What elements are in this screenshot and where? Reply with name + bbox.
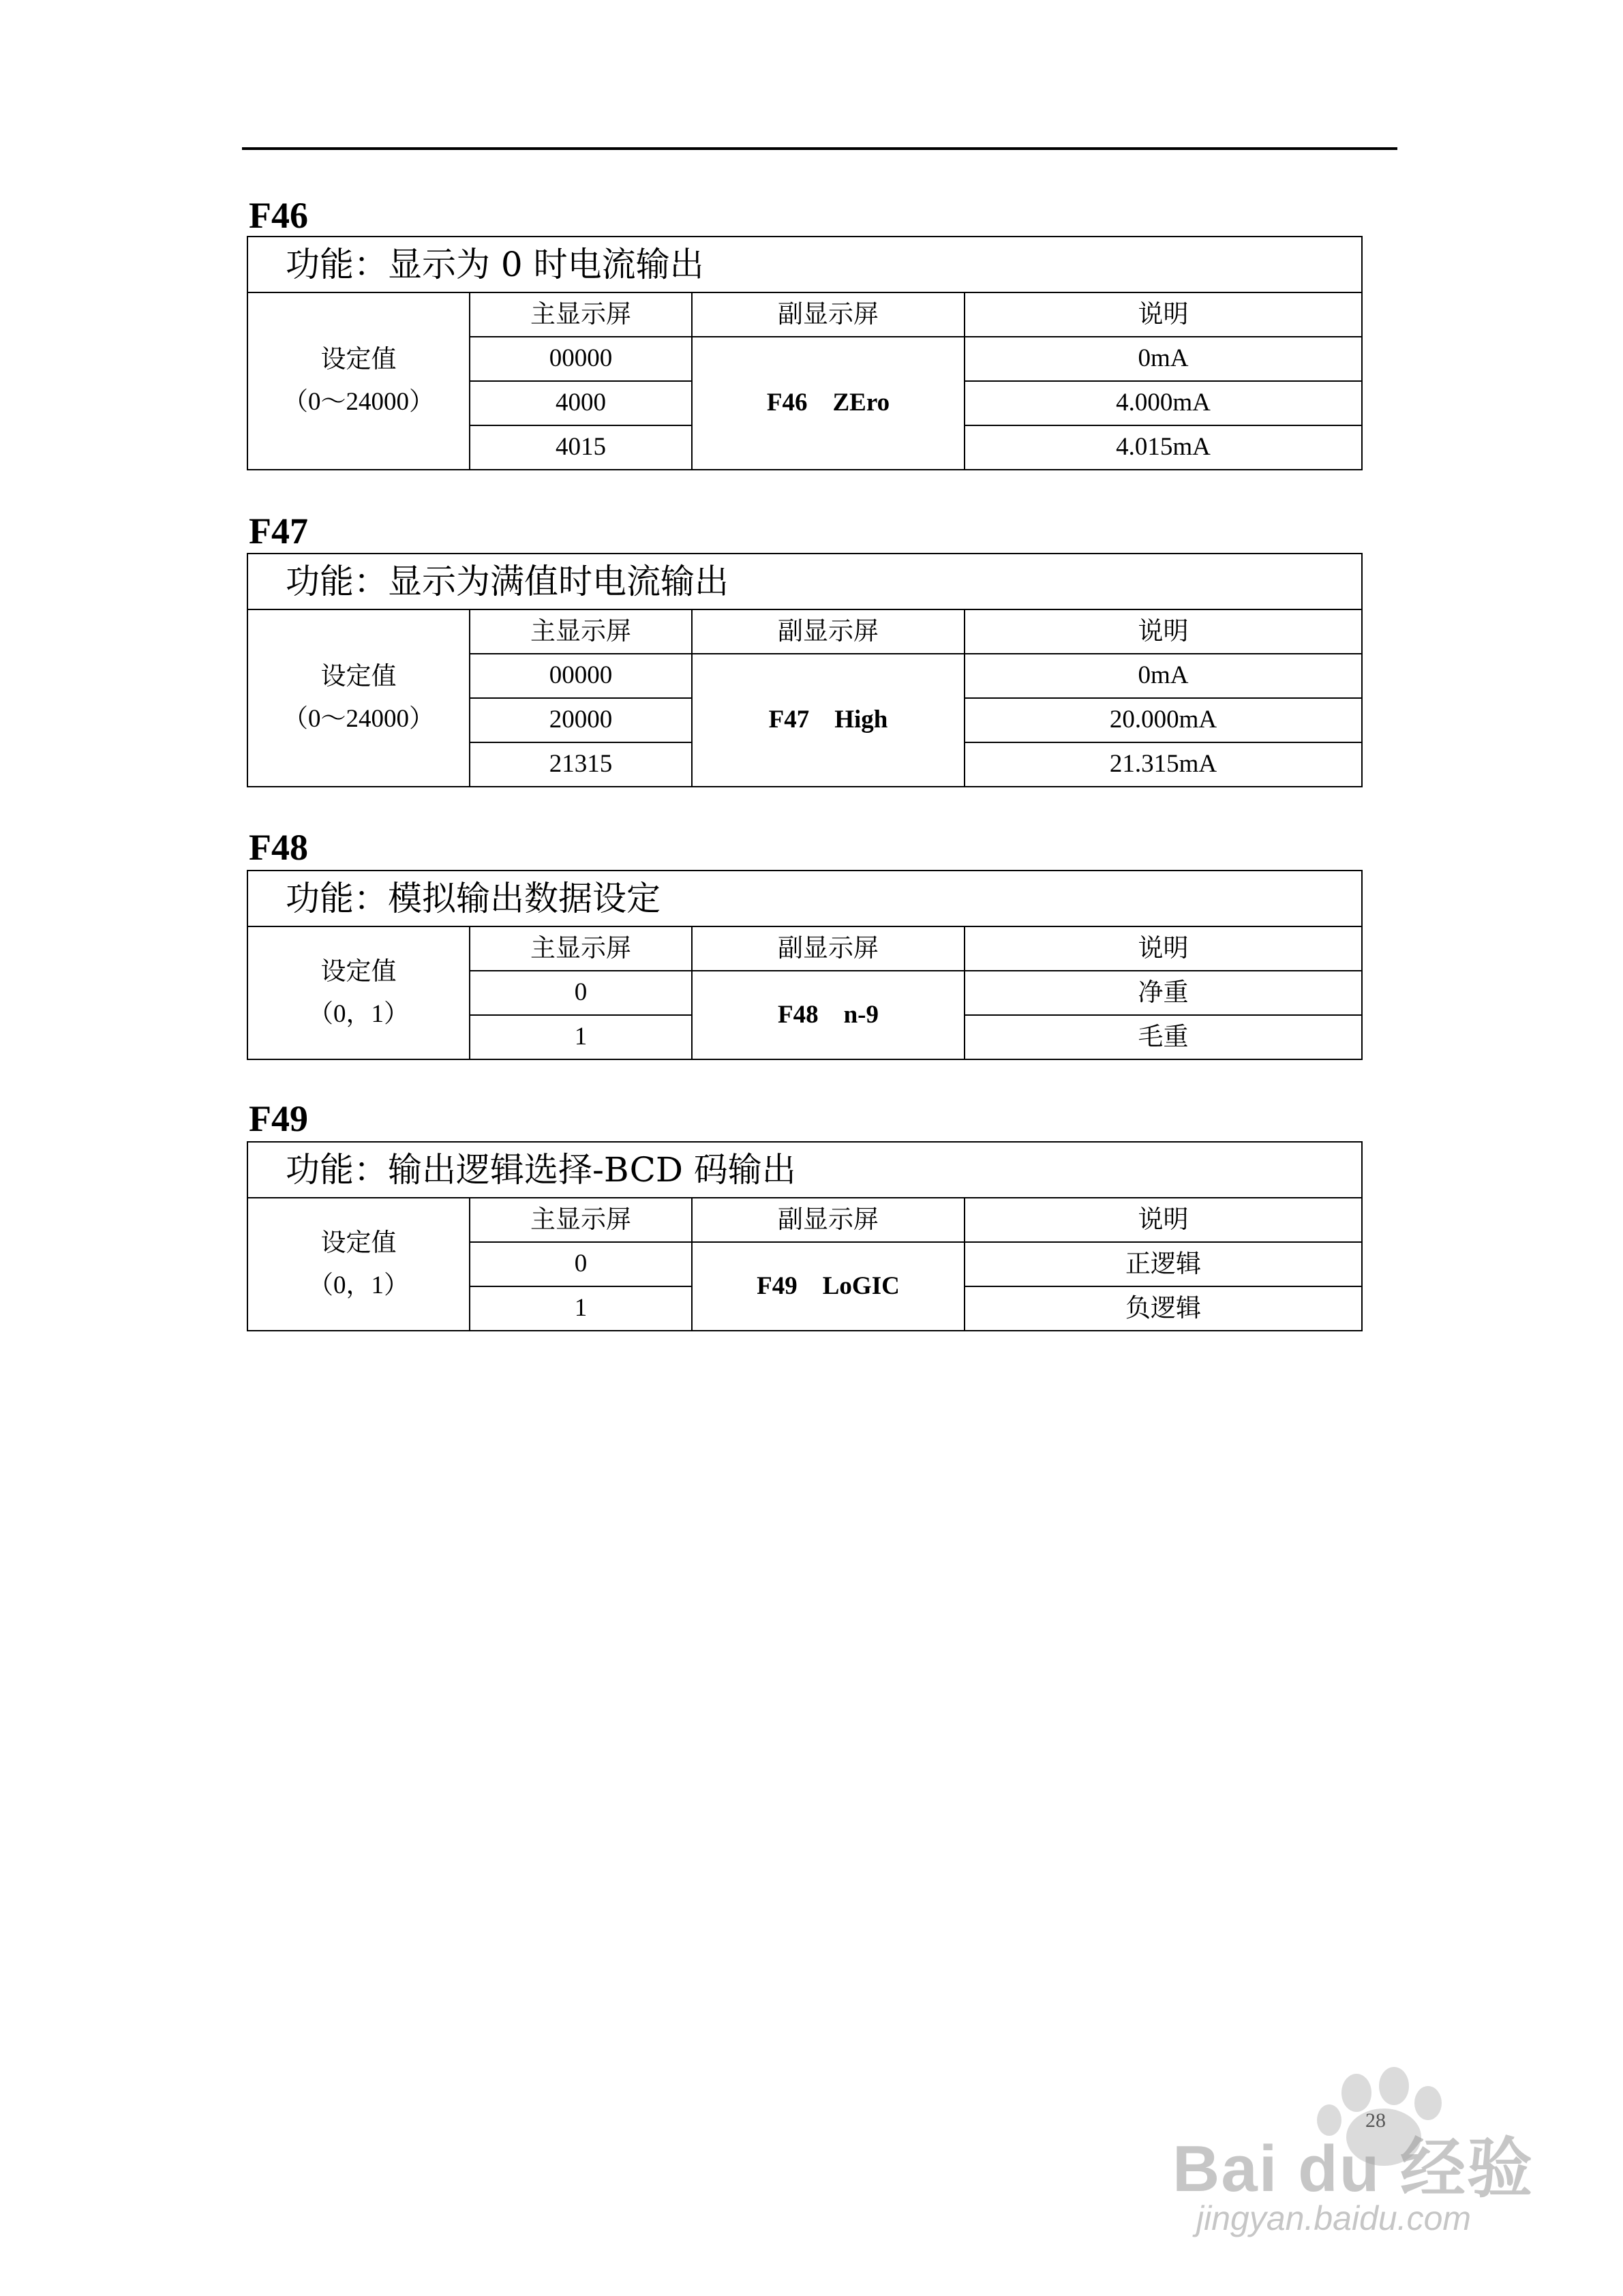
setting-label: 设定值 <box>320 661 397 691</box>
setting-value-cell <box>247 292 470 470</box>
setting-range: （0，1） <box>308 999 409 1028</box>
setting-value-cell <box>247 609 470 787</box>
spec-table-f49 <box>247 1141 1363 1331</box>
setting-label: 设定值 <box>320 344 397 374</box>
header-main-display: 主显示屏 <box>470 1198 692 1242</box>
sub-display-value: F47 High <box>692 654 965 787</box>
sub-display-value: F49 LoGIC <box>692 1242 965 1331</box>
header-main-display: 主显示屏 <box>470 609 692 654</box>
header-sub-display: 副显示屏 <box>692 926 965 971</box>
description-value: 21.315mA <box>965 742 1362 787</box>
spec-table-f47 <box>247 553 1363 787</box>
section-title-f48: F48 <box>249 827 308 868</box>
main-display-value: 00000 <box>470 337 692 381</box>
watermark-url: jingyan.baidu.com <box>1196 2199 1472 2237</box>
header-main-display: 主显示屏 <box>470 292 692 337</box>
spec-table-f48 <box>247 870 1363 1060</box>
description-value: 4.015mA <box>965 425 1362 470</box>
main-display-value: 1 <box>470 1015 692 1059</box>
main-display-value: 0 <box>470 971 692 1015</box>
description-value: 4.000mA <box>965 381 1362 425</box>
section-title-f46: F46 <box>249 195 308 236</box>
description-value: 毛重 <box>965 1015 1362 1059</box>
main-display-value: 0 <box>470 1242 692 1286</box>
setting-range: （0～24000） <box>283 388 434 416</box>
setting-value-cell <box>247 926 470 1059</box>
main-display-value: 20000 <box>470 698 692 742</box>
setting-range: （0，1） <box>308 1271 409 1299</box>
description-value: 净重 <box>965 971 1362 1015</box>
function-description: 功能：显示为 0 时电流输出 <box>247 237 1362 292</box>
main-display-value: 4015 <box>470 425 692 470</box>
description-value: 0mA <box>965 654 1362 698</box>
section-title-f47: F47 <box>249 511 308 552</box>
main-display-value: 1 <box>470 1286 692 1331</box>
description-value: 20.000mA <box>965 698 1362 742</box>
section-title-f49: F49 <box>249 1098 308 1139</box>
header-description: 说明 <box>965 292 1362 337</box>
setting-label: 设定值 <box>320 1227 397 1257</box>
header-sub-display: 副显示屏 <box>692 1198 965 1242</box>
header-main-display: 主显示屏 <box>470 926 692 971</box>
setting-range: （0～24000） <box>283 705 434 733</box>
header-description: 说明 <box>965 1198 1362 1242</box>
setting-label: 设定值 <box>320 956 397 986</box>
setting-value-cell <box>247 1198 470 1331</box>
header-sub-display: 副显示屏 <box>692 609 965 654</box>
description-value: 正逻辑 <box>965 1242 1362 1286</box>
header-rule <box>242 147 1397 150</box>
function-description: 功能：显示为满值时电流输出 <box>247 554 1362 609</box>
function-description: 功能：模拟输出数据设定 <box>247 871 1362 926</box>
header-sub-display: 副显示屏 <box>692 292 965 337</box>
sub-display-value: F48 n-9 <box>692 971 965 1059</box>
description-value: 0mA <box>965 337 1362 381</box>
sub-display-value: F46 ZEro <box>692 337 965 470</box>
function-description: 功能：输出逻辑选择-BCD 码输出 <box>247 1142 1362 1198</box>
page-number: 28 <box>1365 2109 1386 2132</box>
header-description: 说明 <box>965 609 1362 654</box>
main-display-value: 00000 <box>470 654 692 698</box>
description-value: 负逻辑 <box>965 1286 1362 1331</box>
header-description: 说明 <box>965 926 1362 971</box>
main-display-value: 4000 <box>470 381 692 425</box>
main-display-value: 21315 <box>470 742 692 787</box>
watermark-logo-text: Bai du 经验 <box>1172 2132 1534 2205</box>
spec-table-f46 <box>247 236 1363 470</box>
